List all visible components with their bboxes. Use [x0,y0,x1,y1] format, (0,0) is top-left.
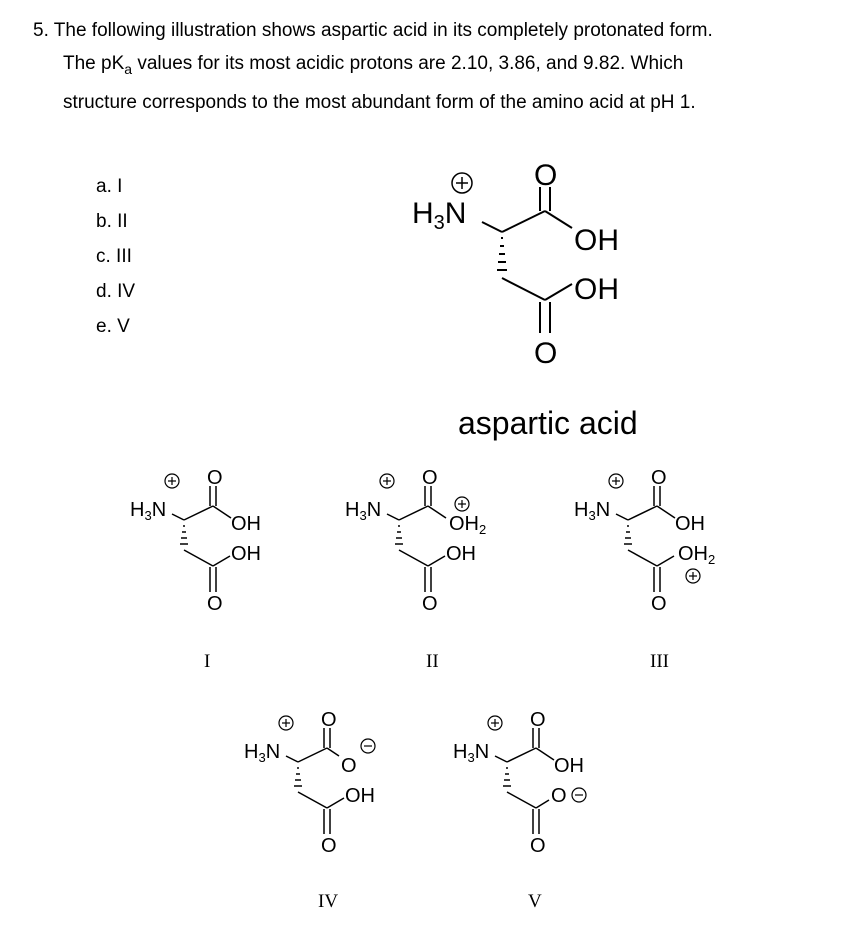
amine-group: $H_3N$ [130,499,167,523]
question-line-3: structure corresponds to the most abundant form of the amino acid at pH 1. [63,91,696,113]
top-group: O [341,755,357,777]
structure-III [572,466,742,616]
structure-I [128,466,288,616]
question-text [33,14,833,119]
side-group: OH [345,785,375,807]
question-line-2: The $pK_a$ values for its most acidic protons are 2.10, 3.86, and 9.82. Which [63,53,684,77]
choice-d[interactable]: d. IV [96,281,136,302]
carbonyl-oxygen-bottom: O [534,337,558,370]
answer-choices [96,172,135,347]
carbonyl-oxygen-bottom: O [422,593,438,615]
side-group: OH [231,543,261,565]
structure-IV [242,708,402,858]
compound-name: aspartic acid [458,405,638,441]
side-group: $OH_2$ [678,543,716,567]
carbonyl-oxygen-top: O [321,709,337,731]
structure-label-II: II [426,651,439,672]
carbonyl-oxygen-bottom: O [321,835,337,857]
aspartic-acid-structure [400,160,660,375]
amine-group: $H_3N$ [453,741,490,765]
top-group: OH [554,755,584,777]
carbonyl-oxygen-bottom: O [207,593,223,615]
question-line-1: 5. The following illustration shows aspartic acid in its completely protonated form. [33,20,713,41]
choice-e[interactable]: e. V [96,316,130,337]
carbonyl-oxygen-top: O [207,467,223,489]
choice-c[interactable]: c. III [96,246,132,267]
amine-group: $H_3N$ [574,499,611,523]
hashed-wedge [497,238,507,270]
side-group: OH [446,543,476,565]
structure-label-III: III [650,651,669,672]
structure-II [343,466,513,616]
carbonyl-oxygen-top: O [651,467,667,489]
structure-label-V: V [528,891,542,912]
choice-a[interactable]: a. I [96,176,123,197]
hydroxyl-side: OH [574,273,619,306]
choice-b[interactable]: b. II [96,211,128,232]
top-group: $OH_2$ [449,513,487,537]
top-group: OH [231,513,261,535]
side-group: O [551,785,567,807]
carbonyl-oxygen-bottom: O [530,835,546,857]
amine-group: $H_3N$ [412,197,467,234]
carbonyl-oxygen-top: O [530,709,546,731]
amine-group: $H_3N$ [244,741,281,765]
hydroxyl-top: OH [574,224,619,257]
amine-group: $H_3N$ [345,499,382,523]
carbonyl-oxygen-top: O [534,159,558,192]
structure-label-I: I [204,651,211,672]
carbonyl-oxygen-bottom: O [651,593,667,615]
structure-label-IV: IV [318,891,339,912]
carbonyl-oxygen-top: O [422,467,438,489]
top-group: OH [675,513,705,535]
structure-V [451,708,621,858]
